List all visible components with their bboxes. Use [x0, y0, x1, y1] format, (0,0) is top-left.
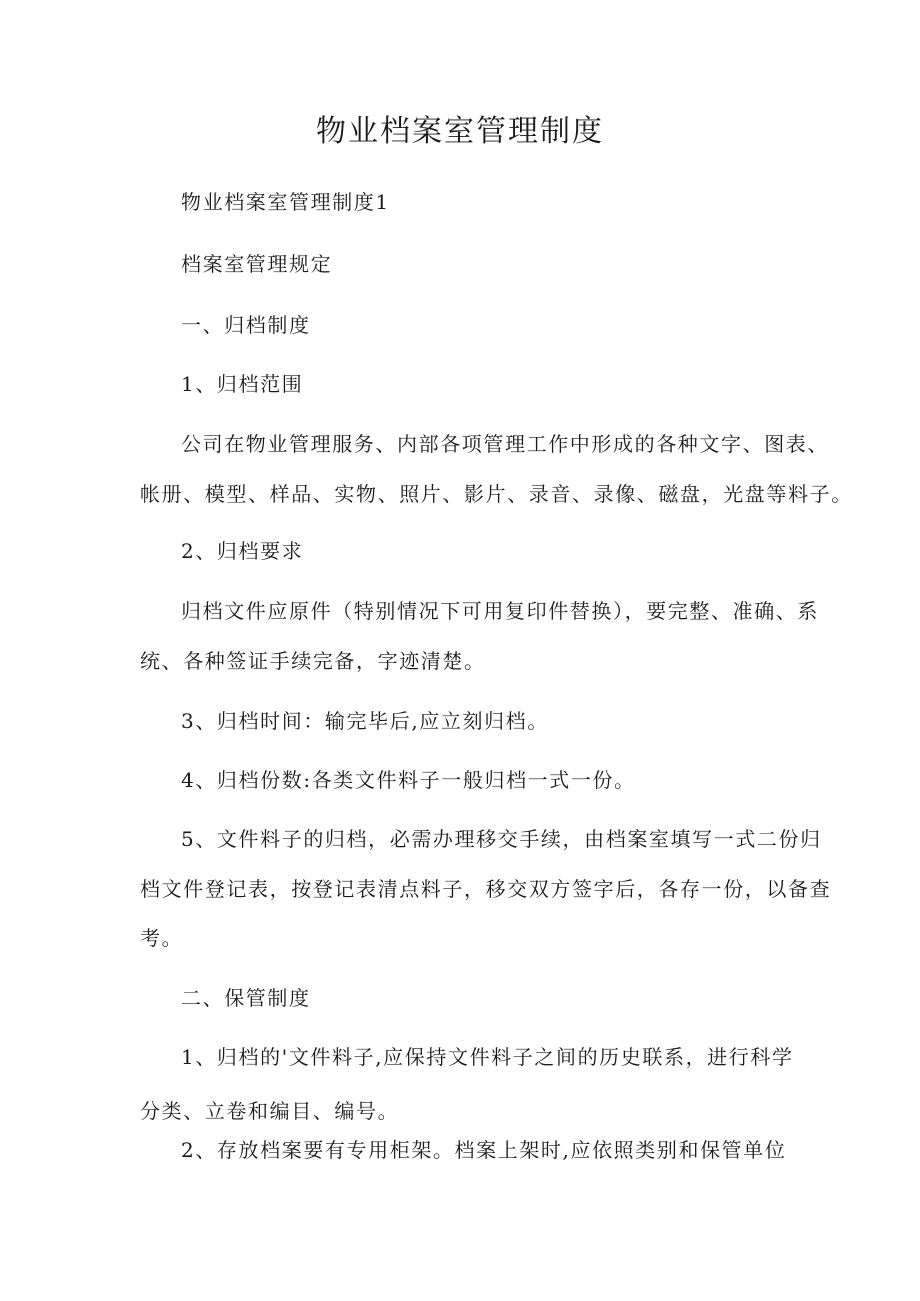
item-archiving-time: 3、归档时间：输完毕后,应立刻归档。	[181, 709, 549, 733]
item-heading-requirements: 2、归档要求	[181, 539, 304, 563]
item-archiving-copies: 4、归档份数:各类文件料子一般归档一式一份。	[181, 768, 636, 792]
paragraph-line: 档文件登记表，按登记表清点料子，移交双方签字后，各存一份，以备查	[140, 877, 832, 901]
paragraph-line: 归档文件应原件（特别情况下可用复印件替换），要完整、准确、系	[181, 599, 819, 623]
paragraph-line: 2、存放档案要有专用柜架。档案上架时,应依照类别和保管单位	[181, 1138, 787, 1162]
paragraph-line: 统、各种签证手续完备，字迹清楚。	[140, 649, 486, 673]
paragraph-line: 1、归档的'文件料子,应保持文件料子之间的历史联系，进行科学	[181, 1045, 794, 1069]
page-title: 物业档案室管理制度	[316, 114, 604, 149]
paragraph-line: 考。	[140, 926, 184, 950]
paragraph-line: 公司在物业管理服务、内部各项管理工作中形成的各种文字、图表、	[181, 432, 829, 456]
item-heading-scope: 1、归档范围	[181, 372, 304, 396]
paragraph-line: 分类、立卷和编目、编号。	[140, 1099, 400, 1123]
section-heading-custody: 二、保管制度	[181, 986, 311, 1010]
paragraph-line: 5、文件料子的归档，必需办理移交手续，由档案室填写一式二份归	[181, 827, 822, 851]
section-heading-archiving: 一、归档制度	[181, 313, 311, 337]
document-subtitle: 物业档案室管理制度1	[181, 190, 390, 214]
section-heading: 档案室管理规定	[181, 252, 333, 276]
paragraph-line: 帐册、模型、样品、实物、照片、影片、录音、录像、磁盘，光盘等料子。	[140, 482, 853, 506]
